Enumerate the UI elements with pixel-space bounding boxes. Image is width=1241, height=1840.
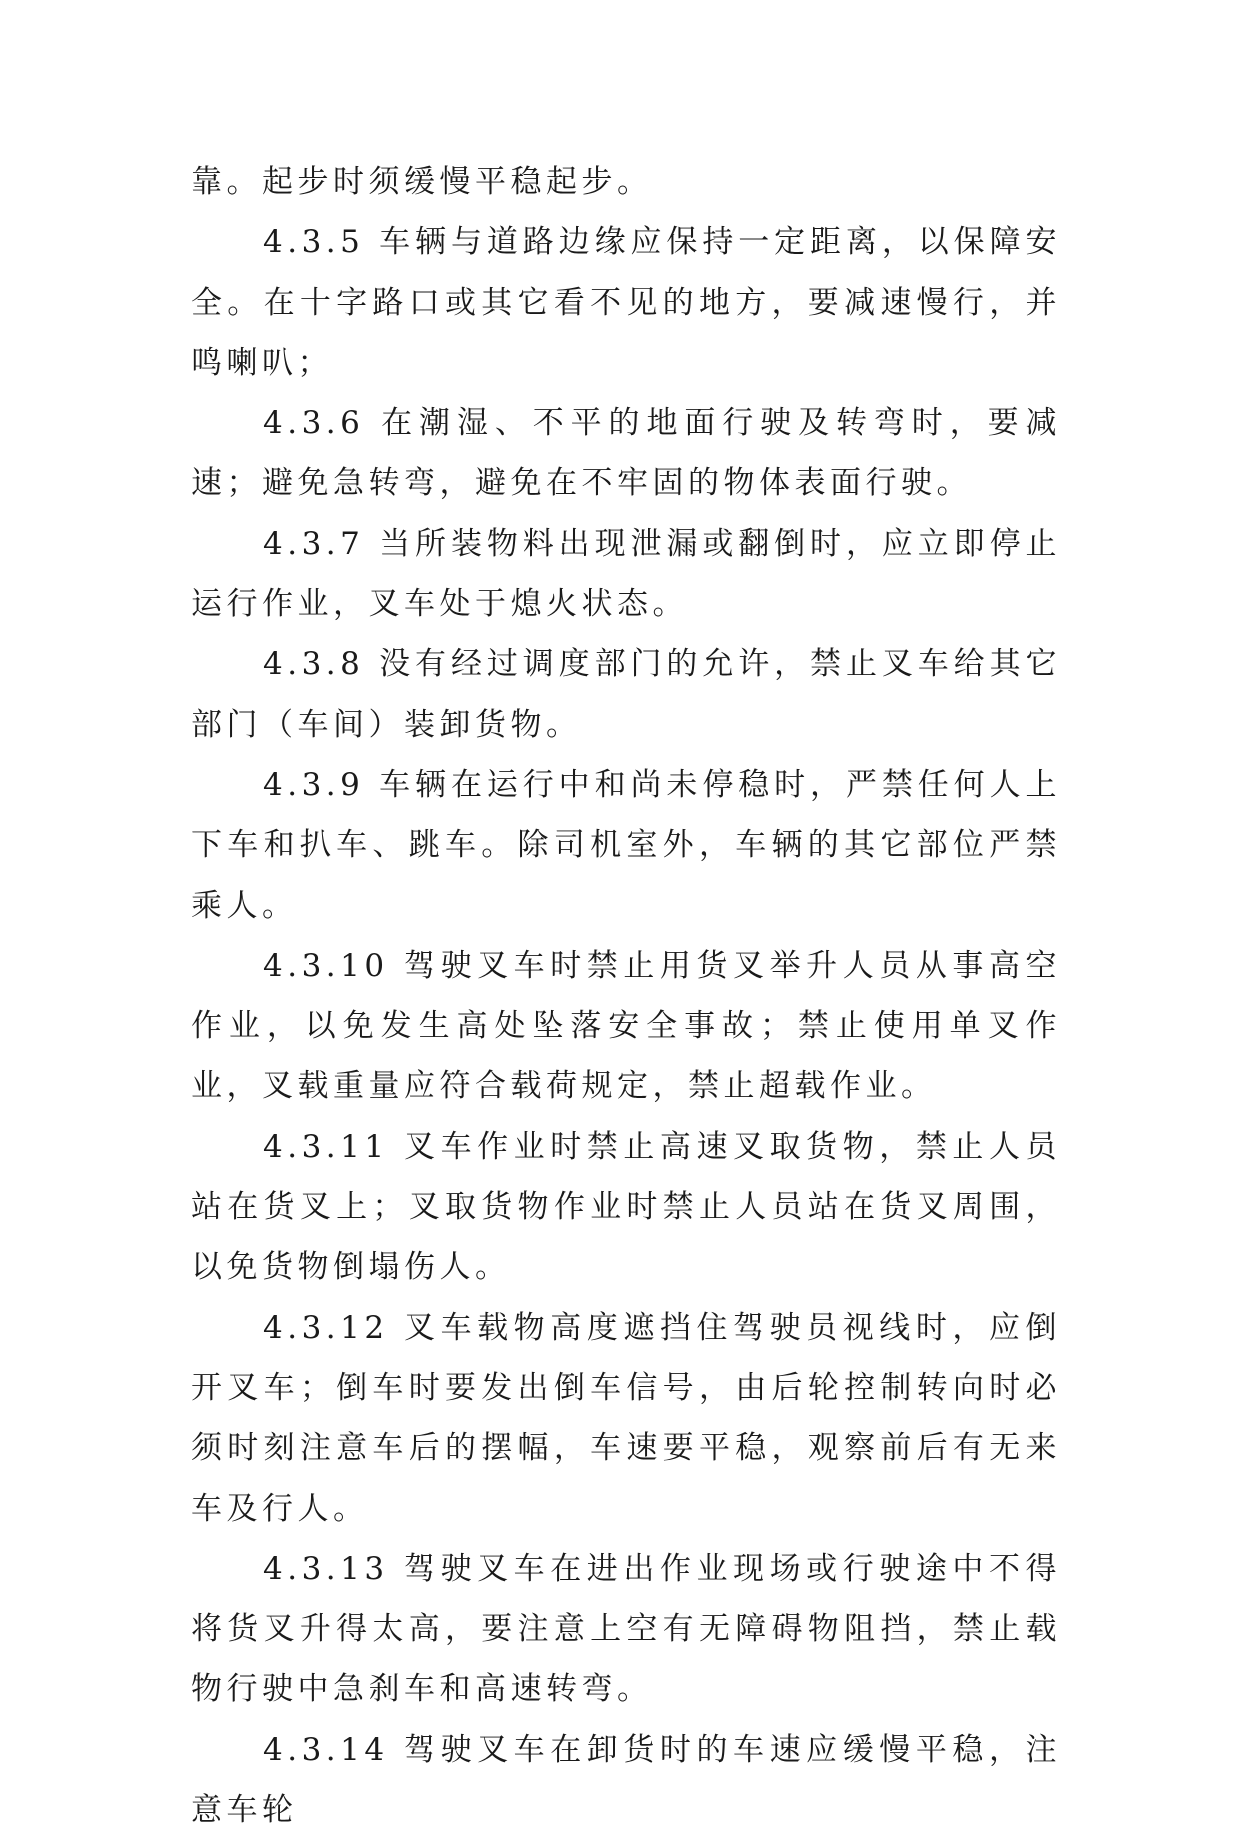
paragraph-4-3-7: 4.3.7 当所装物料出现泄漏或翻倒时，应立即停止运行作业，叉车处于熄火状态。 — [191, 525, 1061, 623]
paragraph-4-3-10: 4.3.10 驾驶叉车时禁止用货叉举升人员从事高空作业，以免发生高处坠落安全事故；禁止使用单叉作业，叉载重量应符合载荷规定，禁止超载作业。 — [191, 947, 1061, 1105]
paragraph-continuation: 靠。起步时须缓慢平稳起步。 — [191, 164, 653, 200]
paragraph-4-3-12: 4.3.12 叉车载物高度遮挡住驾驶员视线时，应倒开叉车；倒车时要发出倒车信号，由后轮控制转向时必须时刻注意车后的摆幅，车速要平稳，观察前后有无来车及行人。 — [191, 1309, 1061, 1527]
paragraph-4-3-13: 4.3.13 驾驶叉车在进出作业现场或行驶途中不得将货叉升得太高，要注意上空有无障碍物阻挡，禁止载物行驶中急刹车和高速转弯。 — [191, 1550, 1061, 1708]
paragraph-4-3-9: 4.3.9 车辆在运行中和尚未停稳时，严禁任何人上下车和扒车、跳车。除司机室外，车辆的其它部位严禁乘人。 — [191, 766, 1061, 924]
paragraph-4-3-14: 4.3.14 驾驶叉车在卸货时的车速应缓慢平稳，注意车轮 — [191, 1731, 1061, 1829]
document-body — [191, 152, 1061, 1840]
paragraph-4-3-6: 4.3.6 在潮湿、不平的地面行驶及转弯时，要减速；避免急转弯，避免在不牢固的物体表面行驶。 — [191, 405, 1061, 502]
paragraph-4-3-8: 4.3.8 没有经过调度部门的允许，禁止叉车给其它部门（车间）装卸货物。 — [191, 646, 1061, 743]
paragraph-4-3-11: 4.3.11 叉车作业时禁止高速叉取货物，禁止人员站在货叉上；叉取货物作业时禁止人员站在货叉周围，以免货物倒塌伤人。 — [191, 1128, 1061, 1286]
paragraph-4-3-5: 4.3.5 车辆与道路边缘应保持一定距离，以保障安全。在十字路口或其它看不见的地方，要减速慢行，并鸣喇叭； — [191, 224, 1061, 381]
